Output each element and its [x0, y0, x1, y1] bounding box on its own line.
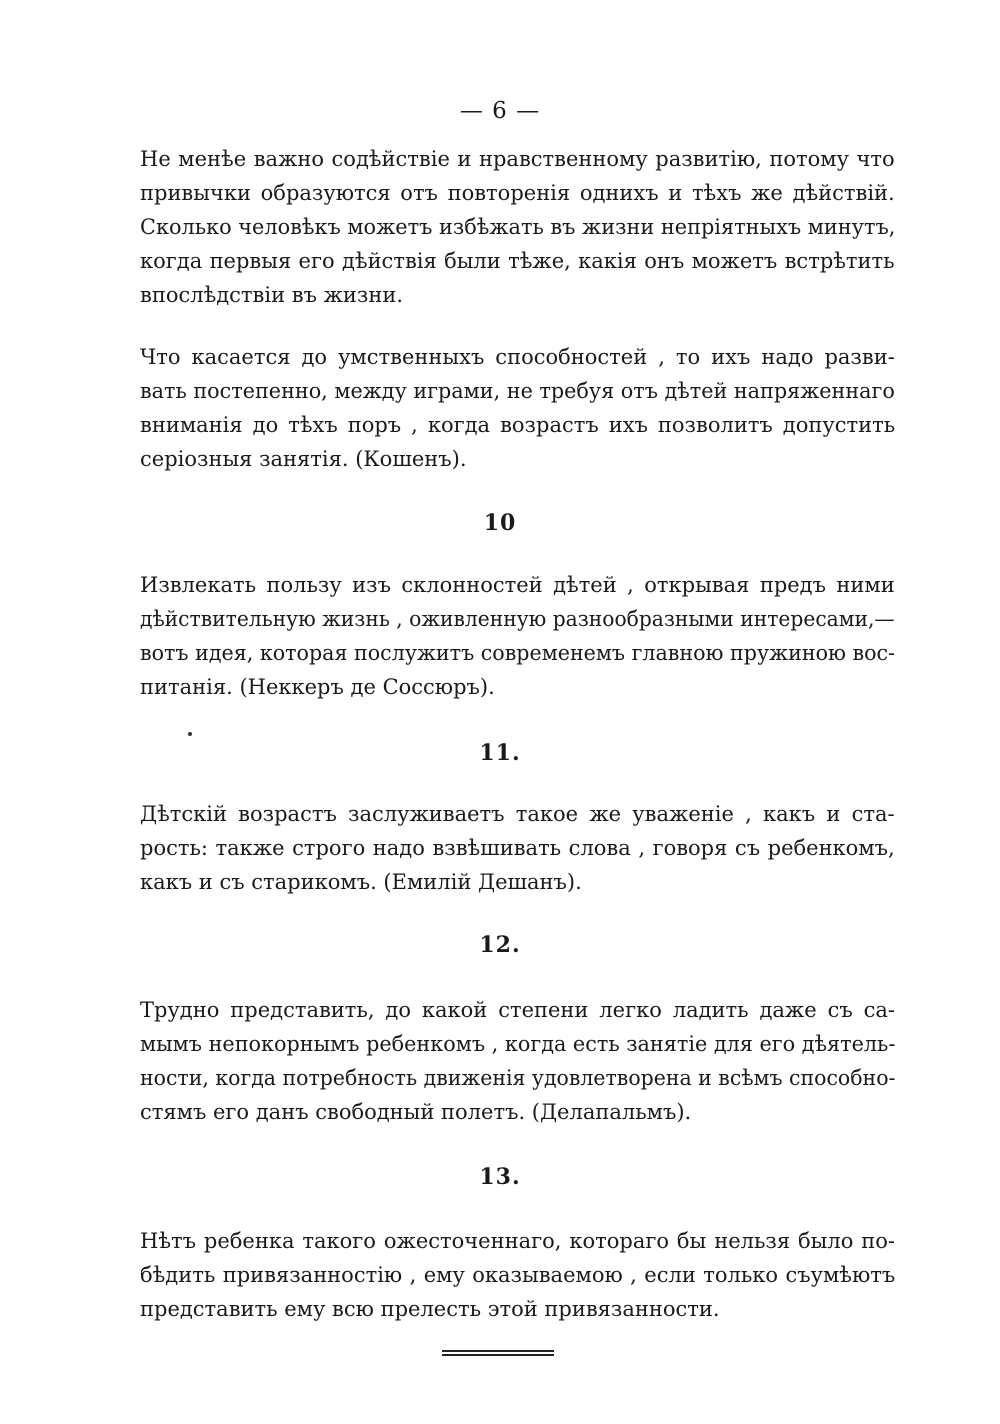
text-line: вать постепенно, между играми, не требуя отъ дѣтей напряженнаго — [140, 379, 895, 403]
paragraph-section-12 — [140, 993, 895, 1129]
text-line: Дѣтскій возрастъ заслуживаетъ такое же уваженіе , какъ и ста- — [140, 802, 895, 826]
section-number-11: 11. — [479, 740, 521, 766]
text-line: ности, когда потребность движенія удовлетворена и всѣмъ способно- — [140, 1066, 896, 1090]
paragraph-section-10 — [140, 568, 895, 704]
text-line: представить ему всю прелесть этой привязанности. — [140, 1297, 720, 1321]
text-line: Нѣтъ ребенка такого ожесточеннаго, котораго бы нельзя было по- — [140, 1229, 896, 1253]
text-line: вниманія до тѣхъ поръ , когда возрастъ ихъ позволитъ допустить — [140, 413, 896, 437]
ink-speck — [188, 732, 192, 736]
text-line: Трудно представить, до какой степени легко ладить даже съ са- — [140, 998, 895, 1022]
text-line: привычки образуются отъ повторенія однихъ и тѣхъ же дѣйствій. — [140, 181, 895, 205]
paragraph-section-13 — [140, 1224, 895, 1326]
paragraph-section-11 — [140, 797, 895, 899]
text-line: вотъ идея, которая послужитъ современемъ главною пружиною вос- — [140, 641, 896, 665]
text-line: Сколько человѣкъ можетъ избѣжать въ жизни непріятныхъ минутъ, — [140, 215, 896, 239]
text-line: дѣйствительную жизнь , оживленную разнообразными интересами,— — [140, 607, 895, 631]
text-line: какъ и съ старикомъ. (Емилій Дешанъ). — [140, 870, 582, 894]
text-line: впослѣдствіи въ жизни. — [140, 283, 404, 307]
text-line: бѣдить привязанностію , ему оказываемою , если только съумѣютъ — [140, 1263, 896, 1287]
text-line: мымъ непокорнымъ ребенкомъ , когда есть занятіе для его дѣятель- — [140, 1032, 896, 1056]
text-line: рость: также строго надо взвѣшивать слова , говоря съ ребенкомъ, — [140, 836, 895, 860]
closing-double-rule — [442, 1350, 554, 1356]
paragraph-mental-abilities — [140, 340, 895, 476]
text-line: Что касается до умственныхъ способностей , то ихъ надо разви- — [140, 345, 895, 369]
page-number: — 6 — — [459, 98, 541, 124]
text-line: Извлекать пользу изъ склонностей дѣтей , открывая предъ ними — [140, 573, 895, 597]
section-number-10: 10 — [483, 510, 517, 536]
text-line: серіозныя занятія. (Кошенъ). — [140, 447, 467, 471]
text-line: Не менѣе важно содѣйствіе и нравственному развитію, потому что — [140, 147, 895, 171]
text-line: когда первыя его дѣйствія были тѣже, какія онъ можетъ встрѣтить — [140, 249, 895, 273]
paragraph-moral-development — [140, 142, 895, 312]
section-number-13: 13. — [479, 1164, 521, 1190]
section-number-12: 12. — [479, 932, 521, 958]
text-line: стямъ его данъ свободный полетъ. (Делапальмъ). — [140, 1100, 692, 1124]
text-line: питанія. (Неккеръ де Соссюръ). — [140, 675, 495, 699]
